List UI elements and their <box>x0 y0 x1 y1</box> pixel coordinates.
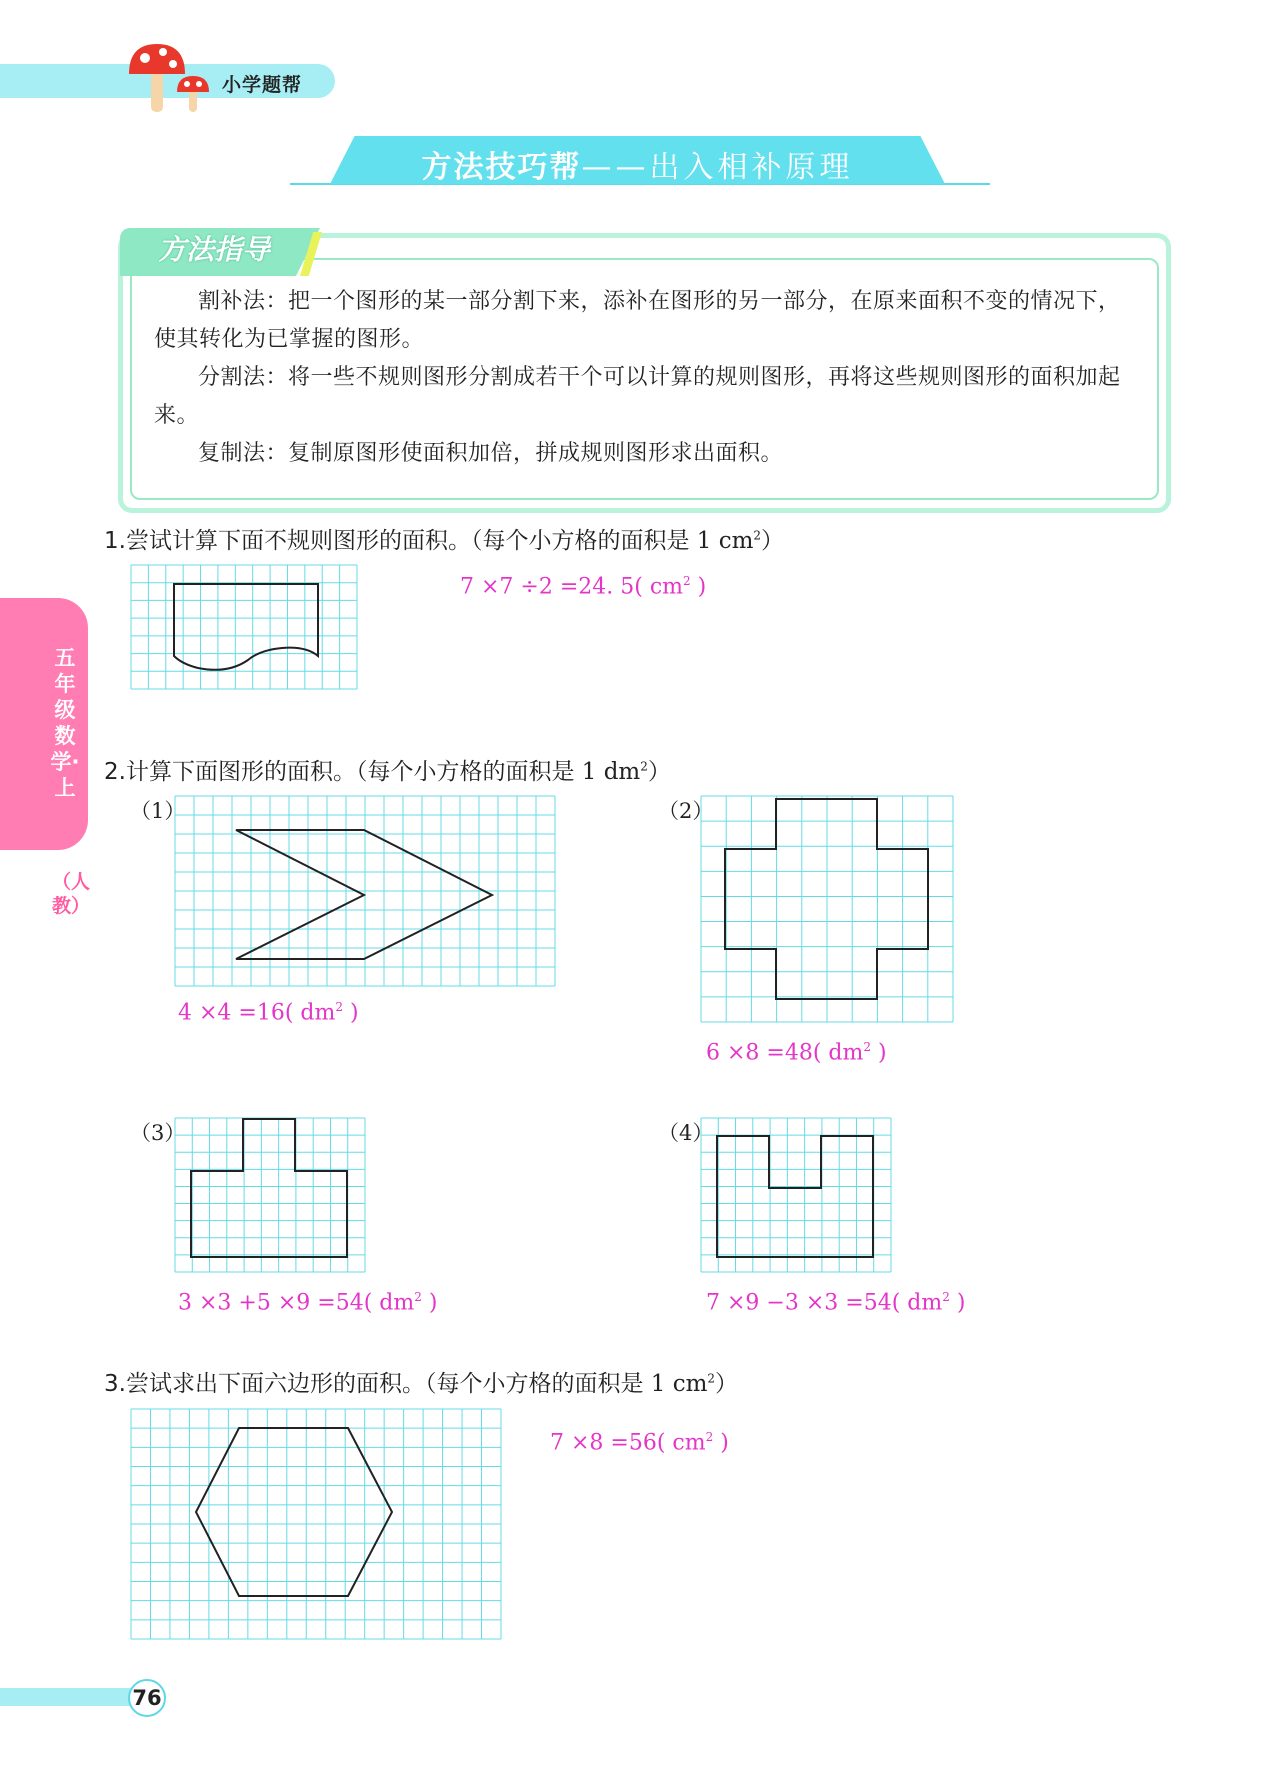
part-label-1: （1） <box>130 799 186 823</box>
question-3-close: ） <box>715 1371 739 1397</box>
side-edition-label: （人教） <box>52 871 91 917</box>
answer-q2-3-text: 3 ×3 +5 ×9 =54( dm <box>178 1290 415 1316</box>
grid-q2-2 <box>700 795 956 1025</box>
answer-q2-1-close: ) <box>343 1000 359 1026</box>
answer-q2-2 <box>706 1040 887 1065</box>
mushroom-icon <box>125 40 215 120</box>
footer-bar <box>0 1688 140 1706</box>
question-2-close: ） <box>647 759 671 785</box>
grid-q1 <box>130 564 360 694</box>
guide-paragraph-3: 复制法：复制原图形使面积加倍，拼成规则图形求出面积。 <box>198 441 784 466</box>
answer-q1 <box>460 574 706 599</box>
grid-q3 <box>130 1408 504 1642</box>
question-1-number: 1. <box>104 528 126 554</box>
answer-q3-close: ) <box>713 1430 729 1456</box>
answer-q2-2-close: ) <box>871 1040 887 1066</box>
part-label-2: （2） <box>658 799 714 823</box>
answer-q3-text: 7 ×8 =56( cm <box>550 1430 706 1456</box>
sup-2: 2 <box>640 759 648 774</box>
answer-q2-2-text: 6 ×8 =48( dm <box>706 1040 864 1066</box>
sup-2: 2 <box>683 574 691 588</box>
question-2 <box>104 753 671 786</box>
sup-2: 2 <box>414 1290 422 1304</box>
question-1 <box>104 522 784 555</box>
answer-q1-close: ) <box>690 574 707 600</box>
answer-q2-3-close: ) <box>421 1290 438 1316</box>
sup-2: 2 <box>753 528 762 543</box>
section-title <box>330 142 945 186</box>
part-label-4: （4） <box>658 1121 714 1145</box>
answer-q2-1 <box>178 1000 359 1025</box>
question-2-text: 计算下面图形的面积。（每个小方格的面积是 1 dm <box>125 759 641 785</box>
sup-2: 2 <box>335 1000 344 1014</box>
sup-2: 2 <box>942 1290 950 1304</box>
answer-q3 <box>550 1430 729 1455</box>
hexagon-shape <box>196 1428 392 1596</box>
answer-q2-1-text: 4 ×4 =16( dm <box>178 1000 336 1026</box>
irregular-shape <box>174 584 318 670</box>
side-grade-label: 五年级数学·上 <box>50 646 80 800</box>
guide-paragraph-2: 分割法：将一些不规则图形分割成若干个可以计算的规则图形，再将这些规则图形的面积加起来。 <box>154 365 1121 428</box>
page-number: 76 <box>128 1679 166 1717</box>
answer-q2-4 <box>706 1290 965 1315</box>
title-main: 方法技巧帮 <box>421 150 582 185</box>
answer-q1-text: 7 ×7 ÷2 =24. 5( cm <box>460 574 684 600</box>
sup-2: 2 <box>863 1040 872 1054</box>
guide-paragraph-1: 割补法：把一个图形的某一部分割下来，添补在图形的另一部分，在原来面积不变的情况下，使其转化为已掌握的图形。 <box>154 289 1121 352</box>
step-shape <box>191 1119 347 1257</box>
answer-q2-3 <box>178 1290 437 1315</box>
brand-name: 小学题帮 <box>222 74 303 96</box>
question-2-number: 2. <box>104 759 126 785</box>
answer-q2-4-close: ) <box>949 1290 966 1316</box>
sup-2: 2 <box>705 1430 714 1444</box>
method-guide-label: 方法指导 <box>158 233 271 266</box>
sup-2: 2 <box>707 1371 716 1386</box>
question-3 <box>104 1365 738 1398</box>
question-3-text: 尝试求出下面六边形的面积。（每个小方格的面积是 1 cm <box>125 1371 708 1397</box>
question-3-number: 3. <box>104 1371 126 1397</box>
grid-q2-4 <box>700 1117 894 1275</box>
question-1-text: 尝试计算下面不规则图形的面积。（每个小方格的面积是 1 cm <box>125 528 754 554</box>
question-1-close: ） <box>761 528 785 554</box>
part-label-3: （3） <box>130 1121 186 1145</box>
chevron-shape <box>236 830 492 959</box>
title-sub: ——出入相补原理 <box>581 150 854 185</box>
notch-shape <box>717 1136 873 1257</box>
grid-q2-1 <box>174 795 560 987</box>
answer-q2-4-text: 7 ×9 −3 ×3 =54( dm <box>706 1290 943 1316</box>
grid-q2-3 <box>174 1117 368 1275</box>
